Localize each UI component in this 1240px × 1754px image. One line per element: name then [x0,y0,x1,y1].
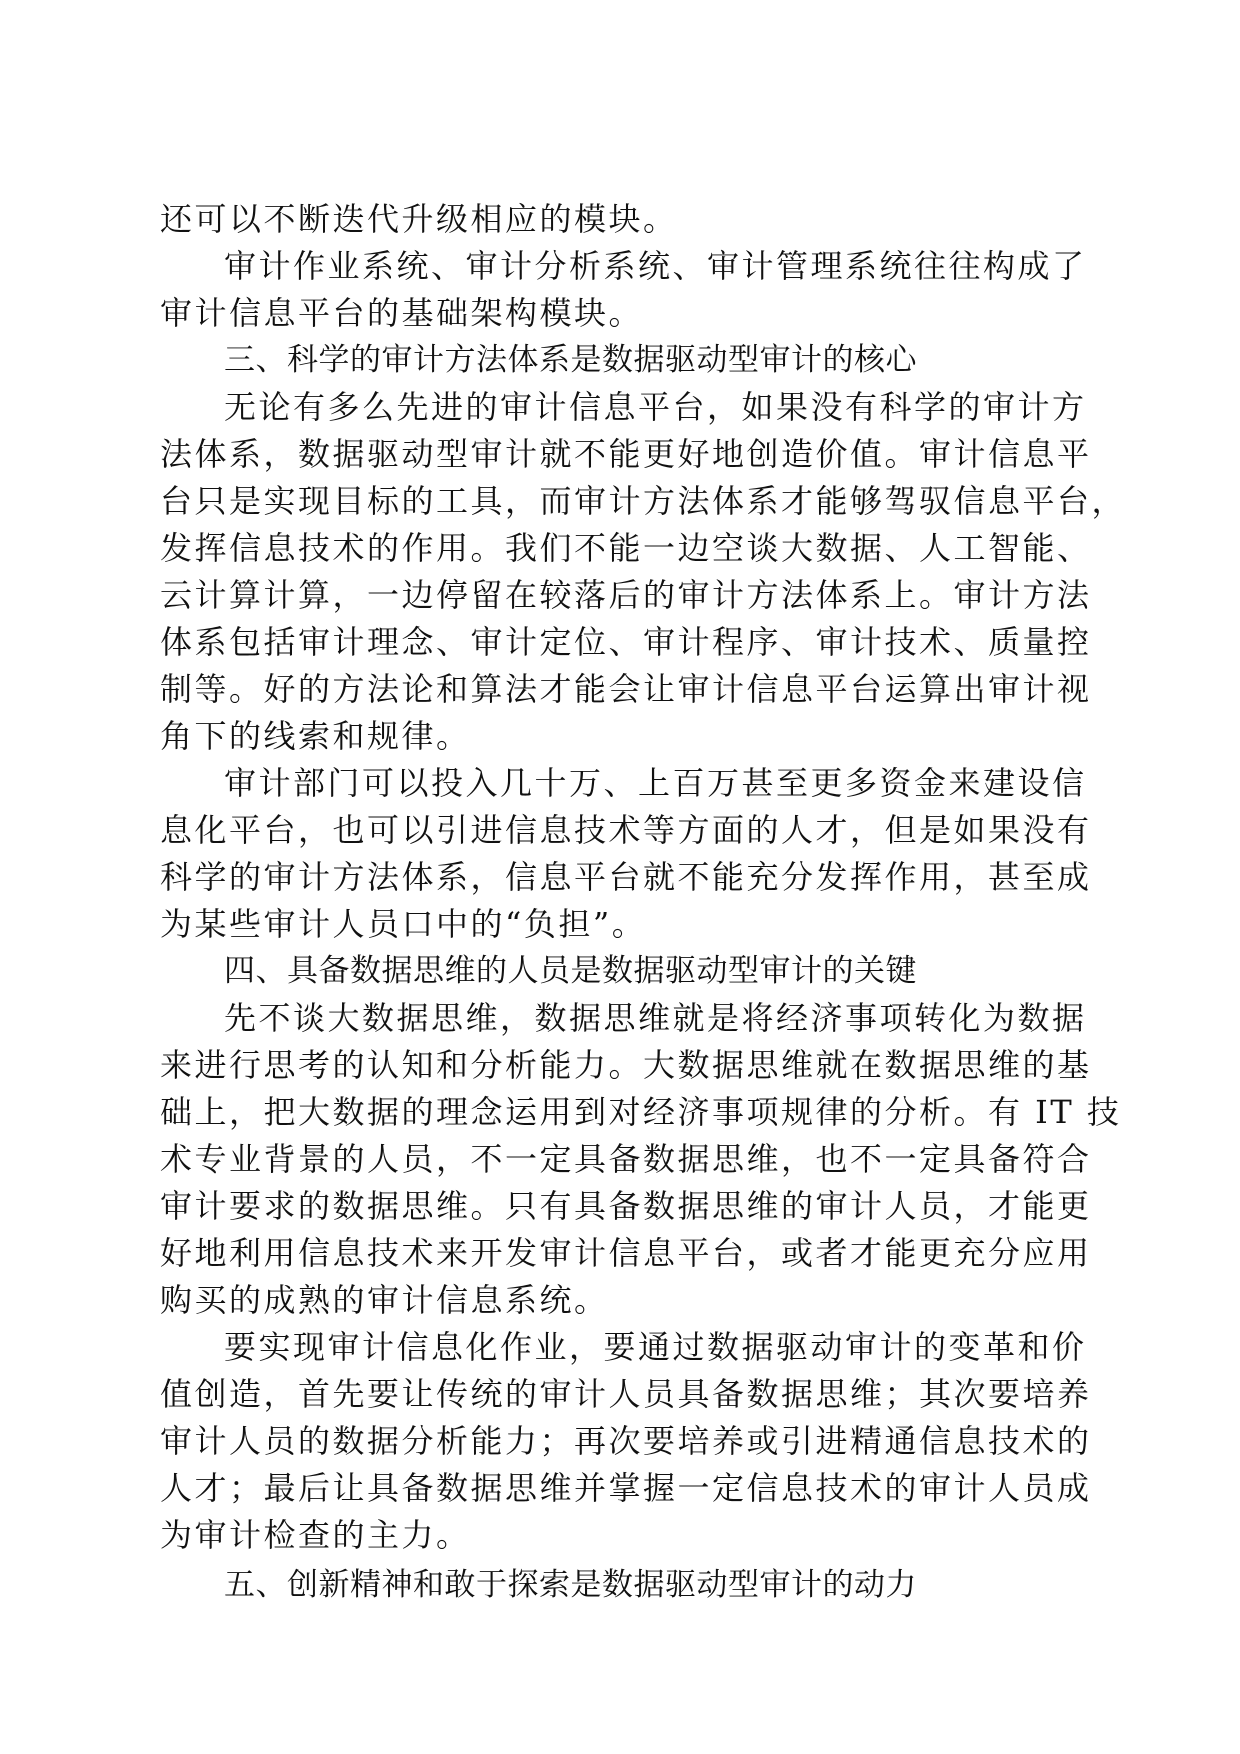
body-line: 息化平台，也可以引进信息技术等方面的人才，但是如果没有 [160,811,1092,849]
body-line: 制等。好的方法论和算法才能会让审计信息平台运算出审计视 [160,670,1092,708]
body-line: 科学的审计方法体系，信息平台就不能充分发挥作用，甚至成 [160,858,1092,896]
body-line: 购买的成熟的审计信息系统。 [160,1281,609,1319]
body-line: 发挥信息技术的作用。我们不能一边空谈大数据、人工智能、 [160,529,1092,567]
body-line: 人才；最后让具备数据思维并掌握一定信息技术的审计人员成 [160,1469,1092,1507]
body-line: 体系包括审计理念、审计定位、审计程序、审计技术、质量控 [160,623,1092,661]
body-line: 法体系，数据驱动型审计就不能更好地创造价值。审计信息平 [160,435,1092,473]
body-line: 还可以不断迭代升级相应的模块。 [160,200,678,238]
body-line: 好地利用信息技术来开发审计信息平台，或者才能更充分应用 [160,1234,1092,1272]
body-line: 术专业背景的人员，不一定具备数据思维，也不一定具备符合 [160,1140,1092,1178]
body-line: 角下的线索和规律。 [160,717,471,755]
body-line: 要实现审计信息化作业，要通过数据驱动审计的变革和价 [224,1328,1087,1366]
body-line: 审计人员的数据分析能力；再次要培养或引进精通信息技术的 [160,1422,1092,1460]
section-heading-5: 五、创新精神和敢于探索是数据驱动型审计的动力 [224,1567,917,1603]
body-line: 无论有多么先进的审计信息平台，如果没有科学的审计方 [224,388,1087,426]
body-line: 为审计检查的主力。 [160,1516,471,1554]
body-line: 础上，把大数据的理念运用到对经济事项规律的分析。有 IT 技 [160,1093,1122,1131]
body-line: 审计要求的数据思维。只有具备数据思维的审计人员，才能更 [160,1187,1092,1225]
body-line: 来进行思考的认知和分析能力。大数据思维就在数据思维的基 [160,1046,1092,1084]
section-heading-4: 四、具备数据思维的人员是数据驱动型审计的关键 [224,953,917,989]
body-line: 台只是实现目标的工具，而审计方法体系才能够驾驭信息平台， [160,482,1127,520]
document-page [160,196,1127,1612]
body-line: 审计部门可以投入几十万、上百万甚至更多资金来建设信 [224,764,1087,802]
body-line: 审计作业系统、审计分析系统、审计管理系统往往构成了 [224,247,1087,285]
section-heading-3: 三、科学的审计方法体系是数据驱动型审计的核心 [224,342,917,378]
body-line: 值创造，首先要让传统的审计人员具备数据思维；其次要培养 [160,1375,1092,1413]
body-line: 先不谈大数据思维，数据思维就是将经济事项转化为数据 [224,999,1087,1037]
body-line: 云计算计算，一边停留在较落后的审计方法体系上。审计方法 [160,576,1092,614]
body-line: 为某些审计人员口中的“负担”。 [160,905,647,943]
body-line: 审计信息平台的基础架构模块。 [160,294,644,332]
